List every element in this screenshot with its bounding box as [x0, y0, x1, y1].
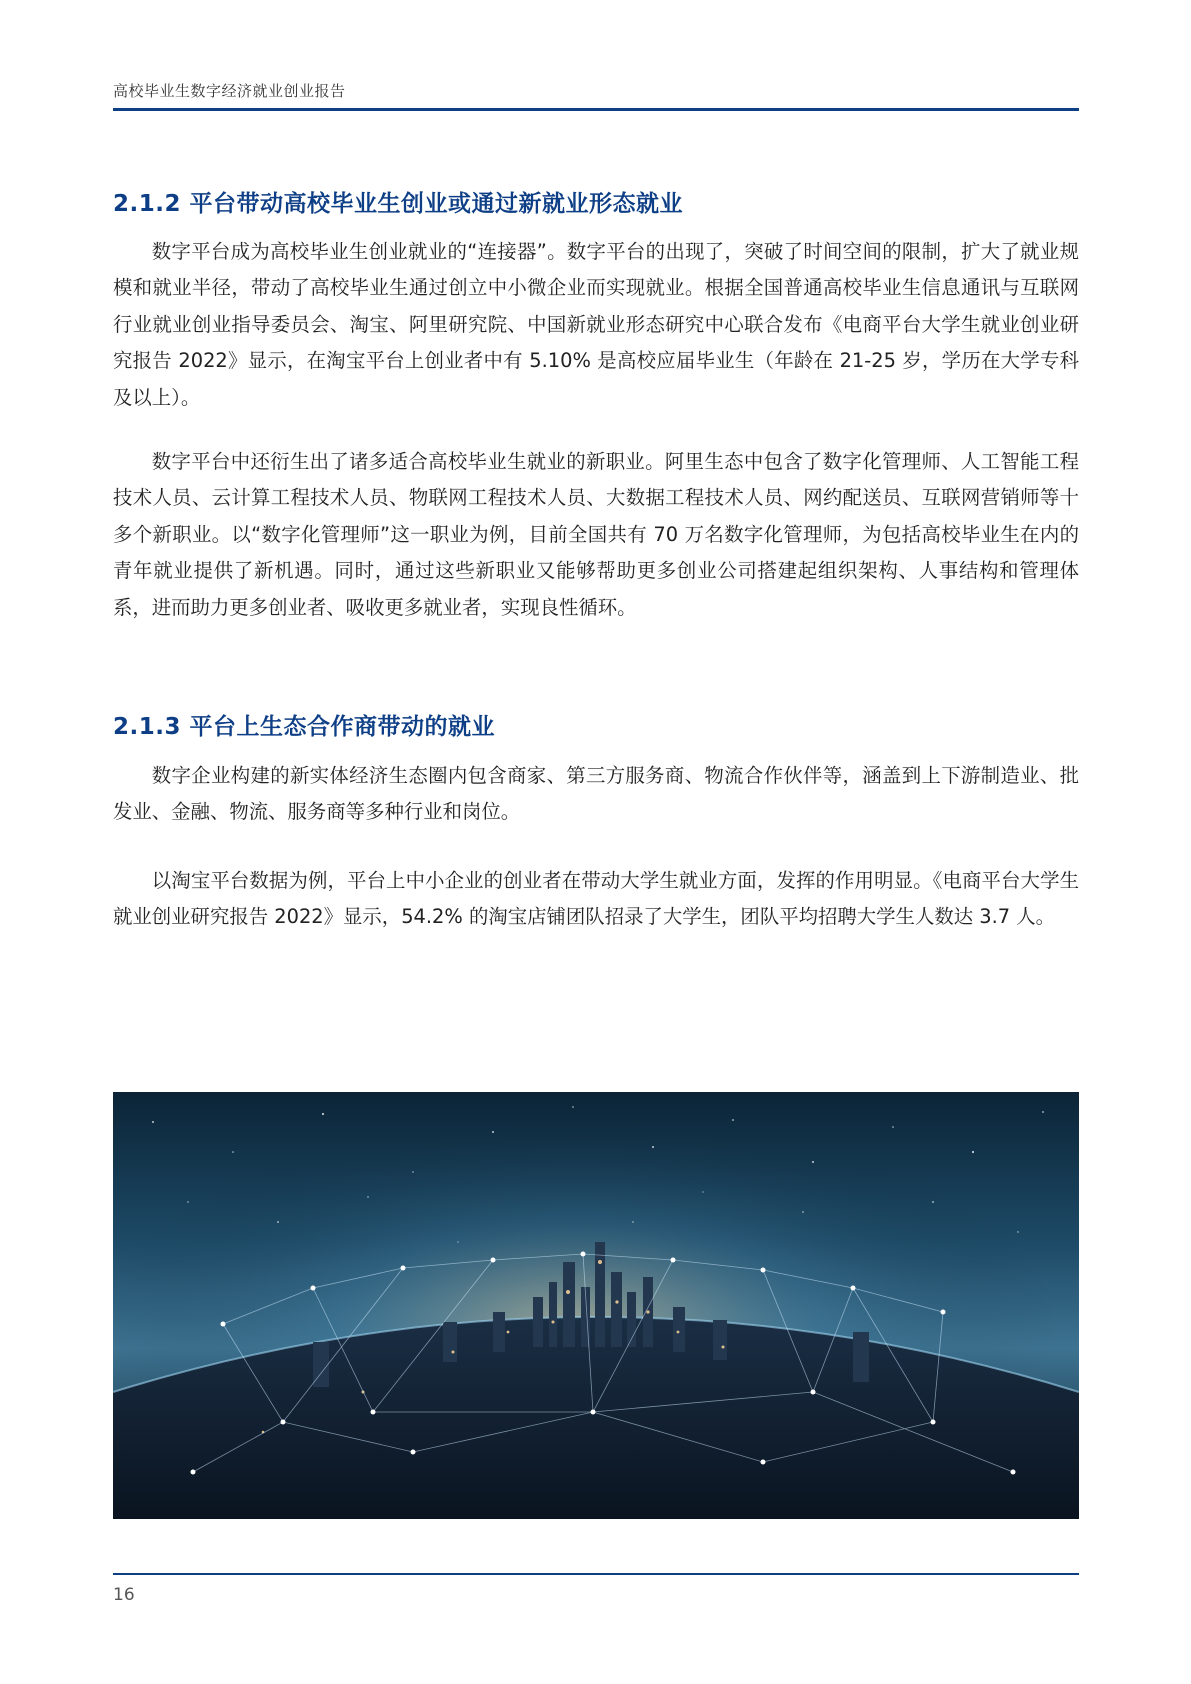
running-header-title: 高校毕业生数字经济就业创业报告 — [113, 82, 346, 100]
section-heading-2-1-2: 2.1.2 平台带动高校毕业生创业或通过新就业形态就业 — [113, 191, 683, 217]
footer-divider — [113, 1573, 1079, 1575]
city-network-photo — [113, 1092, 1079, 1519]
city-network-illustration — [113, 1092, 1079, 1519]
header-divider — [113, 108, 1079, 111]
page-number: 16 — [113, 1585, 135, 1605]
section-heading-2-1-3: 2.1.3 平台上生态合作商带动的就业 — [113, 714, 495, 740]
paragraph-taobao-data: 以淘宝平台数据为例，平台上中小企业的创业者在带动大学生就业方面，发挥的作用明显。《电商平台大学生就业创业研究报告 2022》显示，54.2% 的淘宝店铺团队招录了大学生，团队平均招聘大学生人数达 3.7 人。 — [113, 869, 1079, 929]
paragraph-ecosystem: 数字企业构建的新实体经济生态圈内包含商家、第三方服务商、物流合作伙伴等，涵盖到上下游制造业、批发业、金融、物流、服务商等多种行业和岗位。 — [113, 764, 1079, 824]
paragraph-connector: 数字平台成为高校毕业生创业就业的“连接器”。数字平台的出现了，突破了时间空间的限制，扩大了就业规模和就业半径，带动了高校毕业生通过创立中小微企业而实现就业。根据全国普通高校毕业生信息通讯与互联网行业就业创业指导委员会、淘宝、阿里研究院、中国新就业形态研究中心联合发布《电商平台大学生就业创业研究报告 2022》显示，在淘宝平台上创业者中有 5.10% 是高校应届毕业生（年龄在 21-25 岁，学历在大学专科及以上）。 — [113, 240, 1079, 409]
paragraph-new-occupations: 数字平台中还衍生出了诸多适合高校毕业生就业的新职业。阿里生态中包含了数字化管理师、人工智能工程技术人员、云计算工程技术人员、物联网工程技术人员、大数据工程技术人员、网约配送员、互联网营销师等十多个新职业。以“数字化管理师”这一职业为例，目前全国共有 70 万名数字化管理师，为包括高校毕业生在内的青年就业提供了新机遇。同时，通过这些新职业又能够帮助更多创业公司搭建起组织架构、人事结构和管理体系，进而助力更多创业者、吸收更多就业者，实现良性循环。 — [113, 450, 1079, 619]
